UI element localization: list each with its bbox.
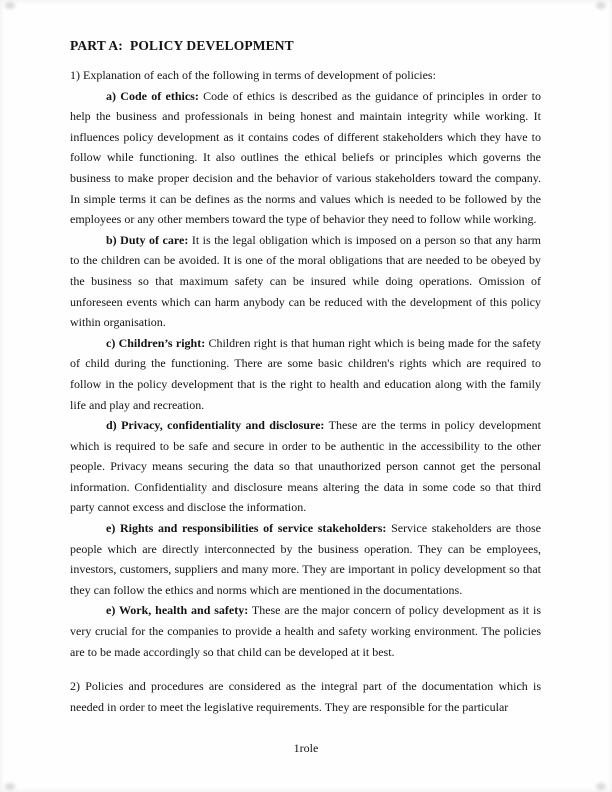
paragraph-lead: a) Code of ethics:: [106, 88, 199, 103]
paragraph-childrens-right: [70, 333, 541, 415]
paragraph-body: Children right is that human right which is being made for the safety of child during the functioning. There are some basic children's rights which are required to follow in the policy development that is the right to health and education along with the family life and play and recreation.: [70, 335, 541, 412]
paragraph-lead: d) Privacy, confidentiality and disclosure:: [106, 418, 325, 433]
paragraph-lead: b) Duty of care:: [106, 232, 189, 247]
scan-artifact-top-right: [596, 2, 606, 9]
intro-paragraph: 1) Explanation of each of the following in terms of development of policies:: [70, 68, 436, 82]
paragraph-body: It is the legal obligation which is imposed on a person so that any harm to the children can be avoided. It is one of the moral obligations that are needed to be obeyed by the business so that maximum safety can be insured while doing operations. Omission of unforeseen events which can harm anybody can be reduced with the development of this policy within organisation.: [70, 232, 541, 330]
paragraph-work-health-safety: [70, 600, 541, 662]
paragraph-lead: e) Rights and responsibilities of service stakeholders:: [106, 521, 387, 536]
paragraph-rights-responsibilities: [70, 518, 541, 600]
paragraph-lead: e) Work, health and safety:: [106, 603, 249, 618]
paragraph-body: These are the major concern of policy development as it is very crucial for the companies to provide a health and safety working environment. The policies are to be made accordingly so that child can be developed at it best.: [70, 603, 541, 659]
page-title: PART A: POLICY DEVELOPMENT: [70, 38, 294, 53]
page-footer: 1role: [293, 741, 319, 755]
paragraph-body: These are the terms in policy development which is required to be safe and secure in order to be authentic in the accessibility to the other people. Privacy means securing the data so that unauthorized person cannot get the personal information. Confidentiality and disclosure means altering the data in some code so that third party cannot excess and disclose the information.: [70, 418, 541, 515]
question-2-paragraph: 2) Policies and procedures are considered as the integral part of the documentation which is needed in order to meet the legislative requirements. They are responsible for the particular: [70, 679, 541, 714]
paragraph-privacy-confidentiality: [70, 415, 541, 518]
scan-artifact-bottom-right: [596, 783, 606, 790]
paragraph-code-of-ethics: [70, 86, 541, 230]
scan-artifact-top-left: [5, 2, 15, 9]
paragraph-lead: c) Children’s right:: [106, 335, 206, 350]
paragraph-duty-of-care: [70, 230, 541, 333]
paragraph-body: Service stakeholders are those people which are directly interconnected by the business operation. They can be employees, investors, customers, suppliers and many more. They are important in policy development so that they can follow the ethics and norms which are mentioned in the documentations.: [70, 521, 541, 597]
paragraph-body: Code of ethics is described as the guidance of principles in order to help the business and professionals in being honest and maintain integrity while working. It influences policy development as it contains codes of different stakeholders which they have to follow while functioning. It also outlines the ethical beliefs or principles which governs the business to make proper decision and the behavior of various stakeholders toward the company. In simple terms it can be defines as the norms and values which is needed to be followed by the employees or any other members toward the type of behavior they need to follow while working.: [70, 88, 541, 227]
page-content: [70, 38, 541, 717]
scan-artifact-bottom-left: [5, 783, 15, 790]
